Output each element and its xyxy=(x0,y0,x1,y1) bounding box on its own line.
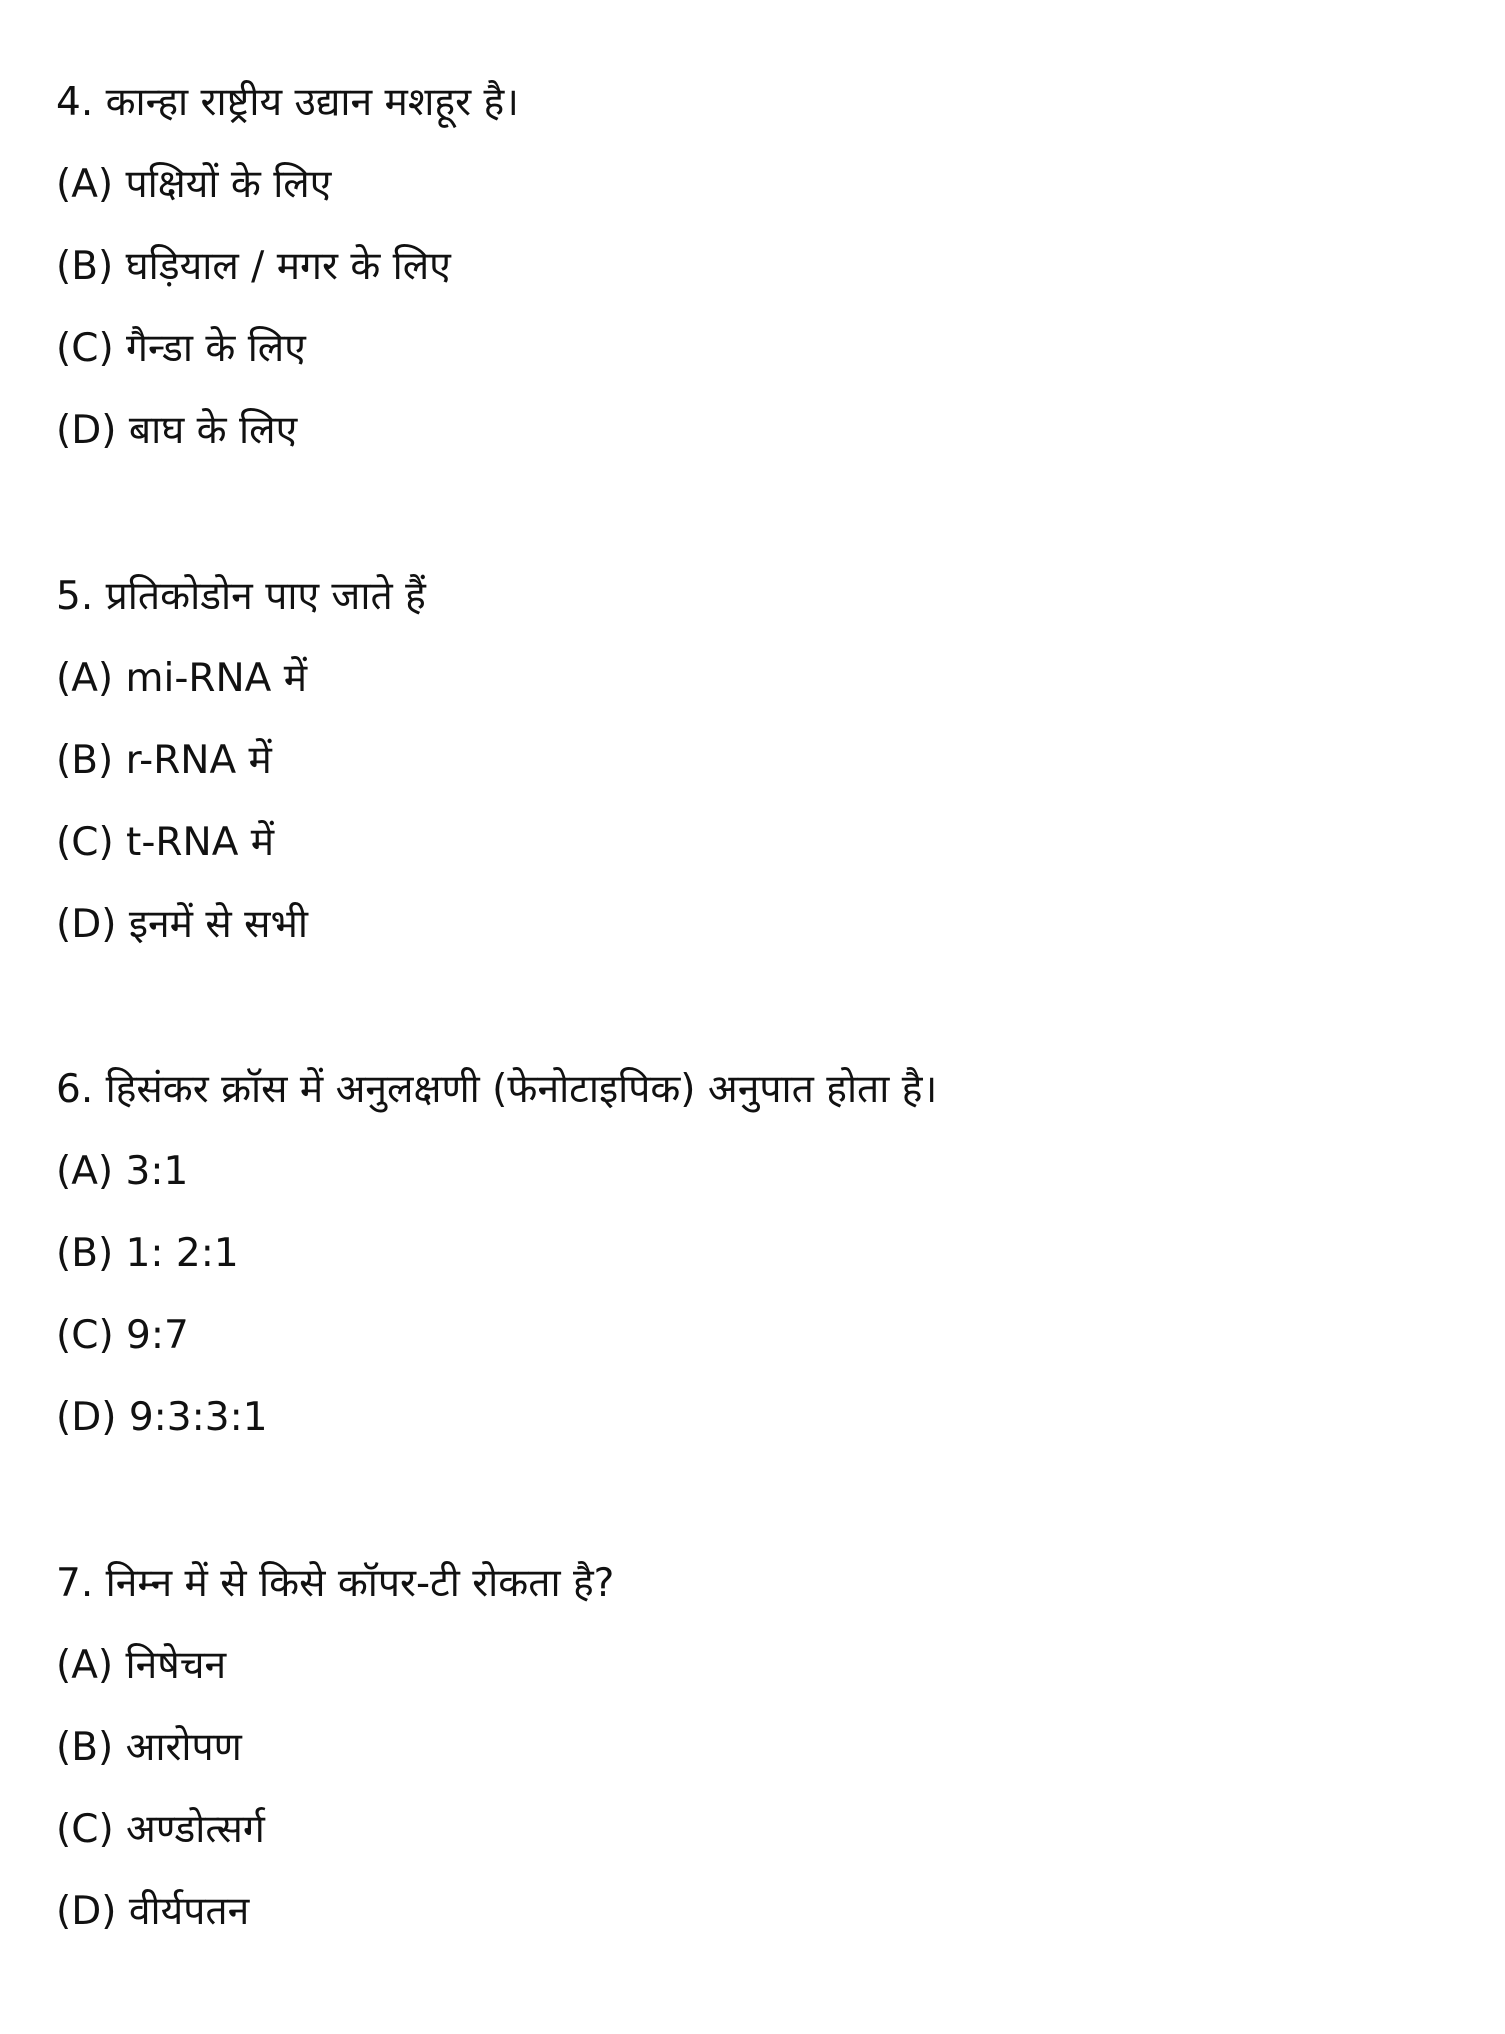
option-a: (A) निषेचन xyxy=(56,1643,227,1688)
question-text: 6. हिसंकर क्रॉस में अनुलक्षणी (फेनोटाइपिक) अनुपात होता है। xyxy=(56,1067,938,1112)
option-b: (B) 1: 2:1 xyxy=(56,1231,239,1276)
option-d: (D) इनमें से सभी xyxy=(56,902,309,947)
question-6 xyxy=(56,1049,1456,1459)
option-a: (A) mi-RNA में xyxy=(56,656,308,701)
option-c: (C) अण्डोत्सर्ग xyxy=(56,1807,265,1852)
option-d: (D) वीर्यपतन xyxy=(56,1889,250,1934)
question-4 xyxy=(56,62,1456,472)
question-text: 4. कान्हा राष्ट्रीय उद्यान मशहूर है। xyxy=(56,80,519,125)
option-b: (B) आरोपण xyxy=(56,1725,242,1770)
question-text: 7. निम्न में से किसे कॉपर-टी रोकता है? xyxy=(56,1561,615,1606)
question-7 xyxy=(56,1543,1456,1953)
option-c: (C) 9:7 xyxy=(56,1313,189,1358)
option-d: (D) 9:3:3:1 xyxy=(56,1395,268,1440)
option-a: (A) 3:1 xyxy=(56,1149,189,1194)
option-c: (C) t-RNA में xyxy=(56,820,275,865)
option-b: (B) r-RNA में xyxy=(56,738,272,783)
question-5 xyxy=(56,556,1456,966)
question-text: 5. प्रतिकोडोन पाए जाते हैं xyxy=(56,574,426,619)
option-d: (D) बाघ के लिए xyxy=(56,408,298,453)
option-c: (C) गैन्डा के लिए xyxy=(56,326,306,371)
option-a: (A) पक्षियों के लिए xyxy=(56,162,332,207)
option-b: (B) घड़ियाल / मगर के लिए xyxy=(56,244,451,289)
